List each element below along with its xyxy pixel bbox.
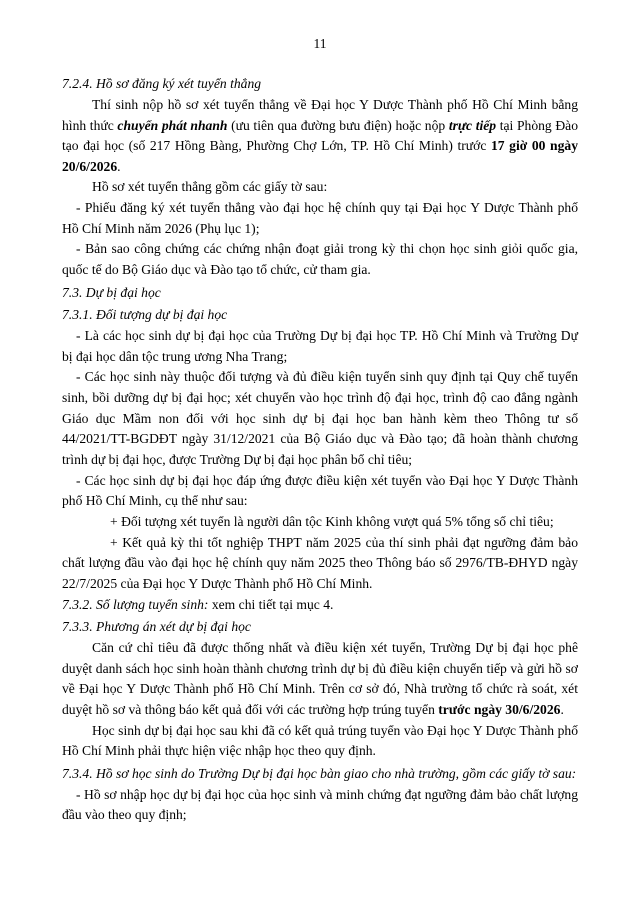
text-run-bold: trước ngày 30/6/2026	[438, 701, 561, 717]
section-heading-7-3-2	[62, 595, 578, 616]
page-number: 11	[313, 36, 327, 51]
text-run: .	[560, 701, 564, 717]
paragraph-enrollment: Học sinh dự bị đại học sau khi đã có kết quả trúng tuyển vào Đại học Y Dược Thành phố Hồ Chí Minh phải thực hiện việc nhập học theo quy định.	[62, 722, 578, 759]
section-heading-7-3-4: 7.3.4. Hồ sơ học sinh do Trường Dự bị đại học bàn giao cho nhà trường, gồm các giấy tờ sau:	[62, 765, 577, 781]
text-run-bold: 17 giờ 00 ngày 20/6/2026	[62, 138, 578, 174]
list-item-registration-form: - Phiếu đăng ký xét tuyển thẳng vào đại học hệ chính quy tại Đại học Y Dược Thành phố Hồ Chí Minh năm 2026 (Phụ lục 1);	[62, 200, 578, 236]
list-item-admission-conditions: - Các học sinh dự bị đại học đáp ứng được điều kiện xét tuyển vào Đại học Y Dược Thành phố Hồ Chí Minh, cụ thể như sau:	[62, 472, 578, 509]
list-item-eligibility-circular: - Các học sinh này thuộc đối tượng và đủ điều kiện tuyển sinh quy định tại Quy chế tuyển sinh, bồi dưỡng dự bị đại học; xét chuyển vào học trình độ đại học, trình độ cao đẳng ngành Giáo dục Mầm non đối với học sinh dự bị đại học ban hành kèm theo Thông tư số 44/2021/TT-BGDĐT ngày 31/12/2021 của Bộ Giáo dục và Đào tạo; đã hoàn thành chương trình dự bị đại học, được Trường Dự bị đại học phân bổ chỉ tiêu;	[62, 369, 578, 467]
text-run-bold-italic: chuyển phát nhanh	[117, 117, 228, 133]
paragraph-dossier-intro: Hồ sơ xét tuyển thẳng gồm các giấy tờ sau:	[92, 179, 328, 195]
text-run: .	[117, 158, 121, 174]
section-heading-7-3: 7.3. Dự bị đại học	[62, 284, 161, 300]
paragraph-submission-method	[62, 95, 578, 178]
text-run: xem chi tiết tại mục 4.	[208, 596, 334, 612]
text-run: (ưu tiên qua đường bưu điện) hoặc nộp	[227, 117, 449, 133]
text-run: Thí sinh nộp hồ sơ xét tuyển thẳng về Đại học Y Dược Thành phố Hồ Chí Minh bằng hình thức	[62, 96, 578, 133]
sublist-item-thpt-threshold: + Kết quả kỳ thi tốt nghiệp THPT năm 2025 của thí sinh phải đạt ngưỡng đảm bảo chất lượng đầu vào đại học hệ chính quy năm 2025 theo Thông báo số 2976/TB-ĐHYD ngày 22/7/2025 của Đại học Y Dược Thành phố Hồ Chí Minh.	[62, 534, 578, 591]
text-run-italic: 7.3.2. Số lượng tuyển sinh:	[62, 596, 209, 612]
sublist-item-kinh-quota: + Đối tượng xét tuyển là người dân tộc Kinh không vượt quá 5% tổng số chỉ tiêu;	[110, 513, 554, 529]
list-item-handover-documents: - Hồ sơ nhập học dự bị đại học của học sinh và minh chứng đạt ngưỡng đảm bảo chất lượng đầu vào theo quy định;	[62, 786, 578, 823]
list-item-prep-schools: - Là các học sinh dự bị đại học của Trường Dự bị đại học TP. Hồ Chí Minh và Trường Dự bị đại học dân tộc trung ương Nha Trang;	[62, 328, 578, 364]
list-item-award-certificates: - Bản sao công chứng các chứng nhận đoạt giải trong kỳ thi chọn học sinh giỏi quốc gia, quốc tế do Bộ Giáo dục và Đào tạo tổ chức, cử tham gia.	[62, 241, 578, 278]
document-body	[62, 74, 578, 826]
text-run: Căn cứ chỉ tiêu đã được thống nhất và điều kiện xét tuyển, Trường Dự bị đại học phê duyệt danh sách học sinh hoàn thành chương trình dự bị đủ điều kiện chuyển tiếp và gửi hồ sơ về Đại học Y Dược Thành phố Hồ Chí Minh. Trên cơ sở đó, Nhà trường tổ chức rà soát, xét duyệt hồ sơ và thông báo kết quả đối với các trường hợp trúng tuyển	[62, 639, 578, 717]
section-heading-7-2-4: 7.2.4. Hồ sơ đăng ký xét tuyển thẳng	[62, 76, 262, 92]
text-run-bold-italic: trực tiếp	[448, 117, 497, 133]
paragraph-review-process	[62, 638, 578, 721]
text-run: tại Phòng Đào tạo đại học (số 217 Hồng Bàng, Phường Chợ Lớn, TP. Hồ Chí Minh) trước	[62, 117, 578, 154]
section-heading-7-3-1: 7.3.1. Đối tượng dự bị đại học	[62, 307, 228, 323]
section-heading-7-3-3: 7.3.3. Phương án xét dự bị đại học	[62, 619, 251, 635]
